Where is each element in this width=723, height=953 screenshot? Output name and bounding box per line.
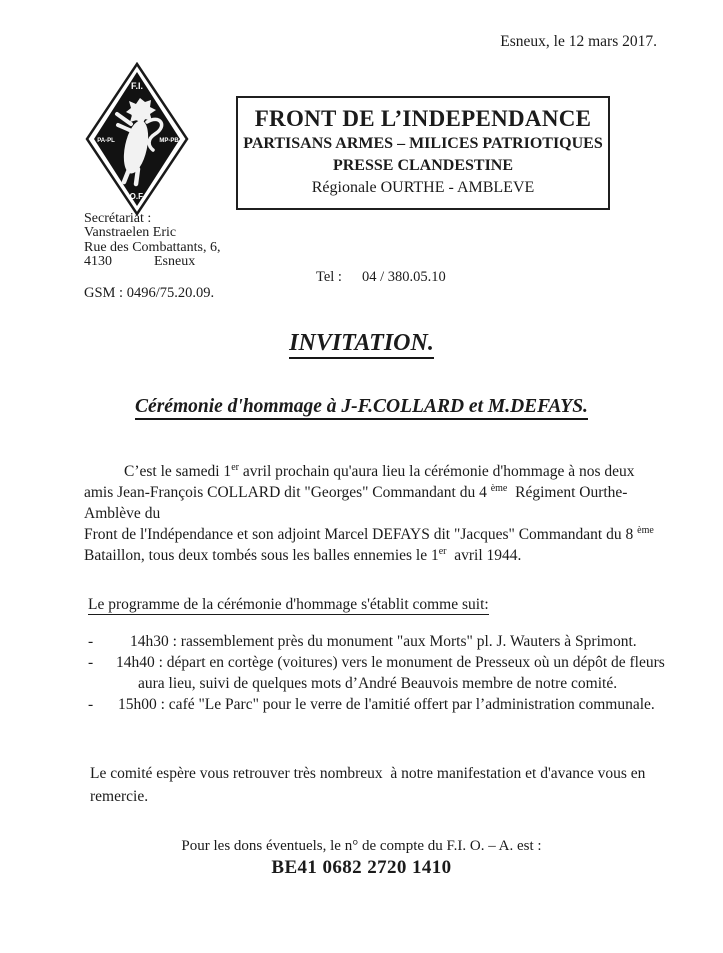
date-line: Esneux, le 12 mars 2017.	[500, 33, 657, 50]
dash-bullet: -	[88, 633, 94, 650]
body-line-3: Amblève du	[84, 505, 161, 522]
fi-diamond-lion-logo-icon	[84, 62, 190, 216]
bank-account-number: BE41 0682 2720 1410	[271, 857, 452, 878]
invitation-title: INVITATION.	[0, 330, 723, 357]
secretariat-street: Rue des Combattants, 6,	[84, 239, 221, 255]
secretariat-city-line	[84, 255, 221, 269]
org-subtitle-1: PARTISANS ARMES – MILICES PATRIOTIQUES	[243, 135, 603, 152]
logo-right-label: MP-PB	[159, 138, 179, 144]
list-item	[88, 652, 668, 694]
list-item-text: 14h30 : rassemblement près du monument "aux Morts" pl. J. Wauters à Sprimont.	[130, 633, 637, 650]
organization-header-box	[236, 96, 610, 210]
body-line-2: amis Jean-François COLLARD dit "Georges" Commandant du 4 $^{ème}$ Régiment Ourthe-	[84, 482, 628, 501]
list-item-text: 15h00 : café "Le Parc" pour le verre de l'amitié offert par l’administration communale.	[118, 696, 655, 713]
tel-line	[316, 269, 446, 286]
city: Esneux	[154, 253, 196, 269]
org-subtitle-2: PRESSE CLANDESTINE	[332, 157, 514, 174]
dash-bullet: -	[88, 654, 94, 671]
list-item	[88, 631, 668, 652]
tel-label: Tel :	[316, 269, 342, 285]
programme-list	[88, 631, 668, 715]
list-item	[88, 694, 668, 715]
body-line-5: Bataillon, tous deux tombés sous les balles ennemies le 1er avril 1944.	[84, 545, 522, 564]
donation-line: Pour les dons éventuels, le n° de compte du F.I. O. – A. est :	[181, 838, 542, 854]
body-line-4: Front de l'Indépendance et son adjoint Marcel DEFAYS dit "Jacques" Commandant du 8 $^{ème}$	[84, 524, 654, 543]
secretariat-block	[84, 212, 221, 269]
tel-value: 04 / 380.05.10	[361, 269, 446, 285]
programme-heading: Le programme de la cérémonie d'hommage s'établit comme suit:	[88, 596, 489, 613]
secretariat-label: Secrétariat :	[84, 211, 152, 226]
postal-code: 4130	[84, 253, 112, 269]
logo-left-label: PA-PL	[97, 138, 115, 144]
logo-top-label: F.I.	[130, 81, 144, 91]
org-regional-line: Régionale OURTHE - AMBLEVE	[311, 179, 535, 196]
ceremony-title: Cérémonie d'hommage à J-F.COLLARD et M.DEFAYS.	[0, 396, 723, 418]
secretariat-name: Vanstraelen Eric	[84, 225, 177, 241]
closing-paragraph: Le comité espère vous retrouver très nombreux à notre manifestation et d'avance vous en remercie.	[90, 765, 646, 805]
gsm-line: GSM : 0496/75.20.09.	[84, 285, 215, 301]
list-item-text: 14h40 : départ en cortège (voitures) vers le monument de Presseux où un dépôt de fleurs aura lieu, suivi de quelques mots d’André Beauvois membre de notre comité.	[116, 654, 665, 692]
logo-bottom-label: O.F.	[129, 192, 145, 201]
body-line-1: C’est le samedi 1er avril prochain qu'aura lieu la cérémonie d'hommage à nos deux	[124, 461, 635, 480]
body-paragraph	[84, 461, 684, 566]
org-title: FRONT DE L’INDEPENDANCE	[254, 106, 592, 131]
dash-bullet: -	[88, 696, 94, 713]
